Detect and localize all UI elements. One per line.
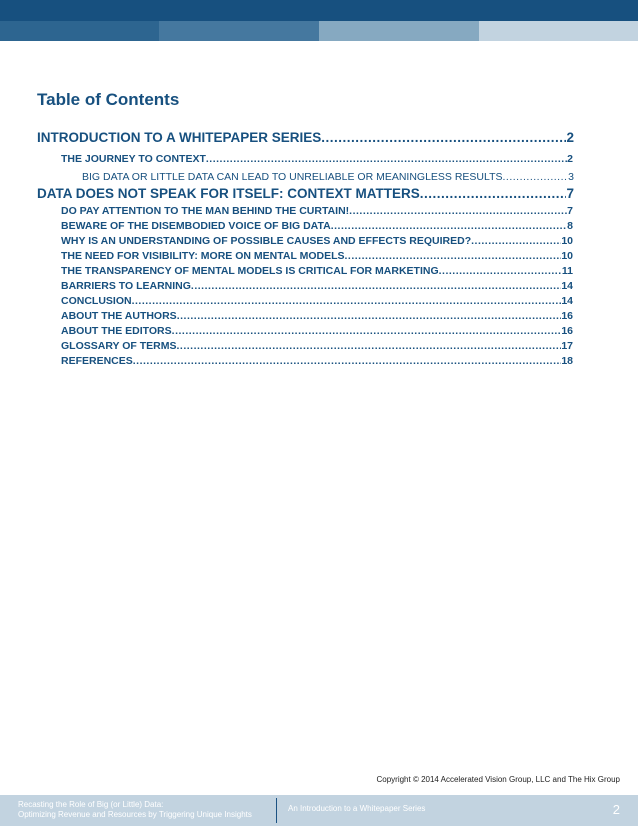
toc-leader-dots: [471, 235, 561, 247]
header-bar: [0, 0, 638, 21]
toc-entry-label: GLOSSARY OF TERMS: [61, 340, 177, 352]
toc-entry-page: 7: [566, 186, 574, 201]
toc-entry-page: 17: [561, 340, 573, 352]
toc-entry[interactable]: [82, 171, 574, 183]
toc-leader-dots: [503, 171, 569, 183]
toc-leader-dots: [132, 295, 562, 307]
toc-entry-label: BEWARE OF THE DISEMBODIED VOICE OF BIG DATA: [61, 220, 331, 232]
toc-leader-dots: [420, 186, 567, 201]
toc-entry-label: REFERENCES: [61, 355, 133, 367]
toc-entry[interactable]: [61, 295, 573, 307]
toc-leader-dots: [191, 280, 561, 292]
toc-entry-page: 8: [567, 220, 573, 232]
toc-entry[interactable]: [61, 310, 573, 322]
toc-entry[interactable]: [37, 130, 574, 145]
toc-entry[interactable]: [61, 355, 573, 367]
footer-band: [0, 795, 638, 826]
toc-leader-dots: [133, 355, 562, 367]
toc-entry-page: 16: [561, 325, 573, 337]
toc-entry-page: 7: [567, 205, 573, 217]
toc-entry-page: 2: [566, 130, 574, 145]
toc-entry-label: WHY IS AN UNDERSTANDING OF POSSIBLE CAUSES AND EFFECTS REQUIRED?: [61, 235, 472, 247]
toc-entry-page: 3: [568, 171, 574, 183]
toc-entry-page: 11: [561, 265, 573, 277]
toc-entry-label: DATA DOES NOT SPEAK FOR ITSELF: CONTEXT MATTERS: [37, 186, 420, 201]
footer-doc-title: [18, 800, 252, 820]
footer-doc-title-line2: Optimizing Revenue and Resources by Triggering Unique Insights: [18, 810, 252, 819]
toc-title: Table of Contents: [37, 90, 180, 109]
toc-entry-label: ABOUT THE EDITORS: [61, 325, 172, 337]
footer-doc-title-line1: Recasting the Role of Big (or Little) Data:: [18, 800, 164, 809]
toc-entry-label: INTRODUCTION TO A WHITEPAPER SERIES: [37, 130, 322, 145]
toc-entry[interactable]: [61, 205, 573, 217]
toc-entry-page: 2: [567, 153, 573, 165]
header-stripe-1: [0, 21, 159, 41]
toc-entry[interactable]: [61, 235, 573, 247]
toc-entry-label: THE NEED FOR VISIBILITY: MORE ON MENTAL MODELS: [61, 250, 345, 262]
toc-leader-dots: [439, 265, 562, 277]
toc-entry[interactable]: [61, 280, 573, 292]
footer-page-number: 2: [612, 802, 620, 817]
toc-leader-dots: [331, 220, 567, 232]
toc-entry[interactable]: [61, 340, 573, 352]
toc-entry-page: 14: [561, 295, 573, 307]
toc-leader-dots: [177, 340, 562, 352]
toc-entry-label: CONCLUSION: [61, 295, 132, 307]
toc-entry[interactable]: [61, 153, 573, 165]
toc-leader-dots: [172, 325, 562, 337]
toc-entry[interactable]: [37, 186, 574, 201]
toc-entry[interactable]: [61, 220, 573, 232]
toc-entry[interactable]: [61, 265, 573, 277]
header-stripe-3: [319, 21, 479, 41]
copyright-notice: Copyright © 2014 Accelerated Vision Group, LLC and The Hix Group: [376, 775, 620, 784]
toc-entry-page: 14: [561, 280, 573, 292]
toc-entry-label: THE JOURNEY TO CONTEXT: [61, 153, 206, 165]
toc-leader-dots: [177, 310, 562, 322]
toc-entry-label: ABOUT THE AUTHORS: [61, 310, 177, 322]
toc-entry[interactable]: [61, 325, 573, 337]
footer-divider: [276, 798, 277, 823]
toc-entry-label: BARRIERS TO LEARNING: [61, 280, 191, 292]
toc-leader-dots: [321, 130, 566, 145]
toc-leader-dots: [206, 153, 567, 165]
toc-entry-label: BIG DATA OR LITTLE DATA CAN LEAD TO UNRELIABLE OR MEANINGLESS RESULTS: [82, 171, 503, 183]
footer-series-title: An Introduction to a Whitepaper Series: [288, 804, 426, 813]
toc-entry-page: 16: [561, 310, 573, 322]
toc-entry[interactable]: [61, 250, 573, 262]
toc-entry-page: 10: [561, 250, 573, 262]
toc-entry-page: 10: [561, 235, 573, 247]
header-stripe-2: [159, 21, 319, 41]
header-stripe-4: [479, 21, 638, 41]
toc-leader-dots: [345, 250, 562, 262]
toc-leader-dots: [349, 205, 567, 217]
toc-entry-label: DO PAY ATTENTION TO THE MAN BEHIND THE CURTAIN!: [61, 205, 350, 217]
toc-entry-label: THE TRANSPARENCY OF MENTAL MODELS IS CRITICAL FOR MARKETING: [61, 265, 439, 277]
toc-entry-page: 18: [561, 355, 573, 367]
